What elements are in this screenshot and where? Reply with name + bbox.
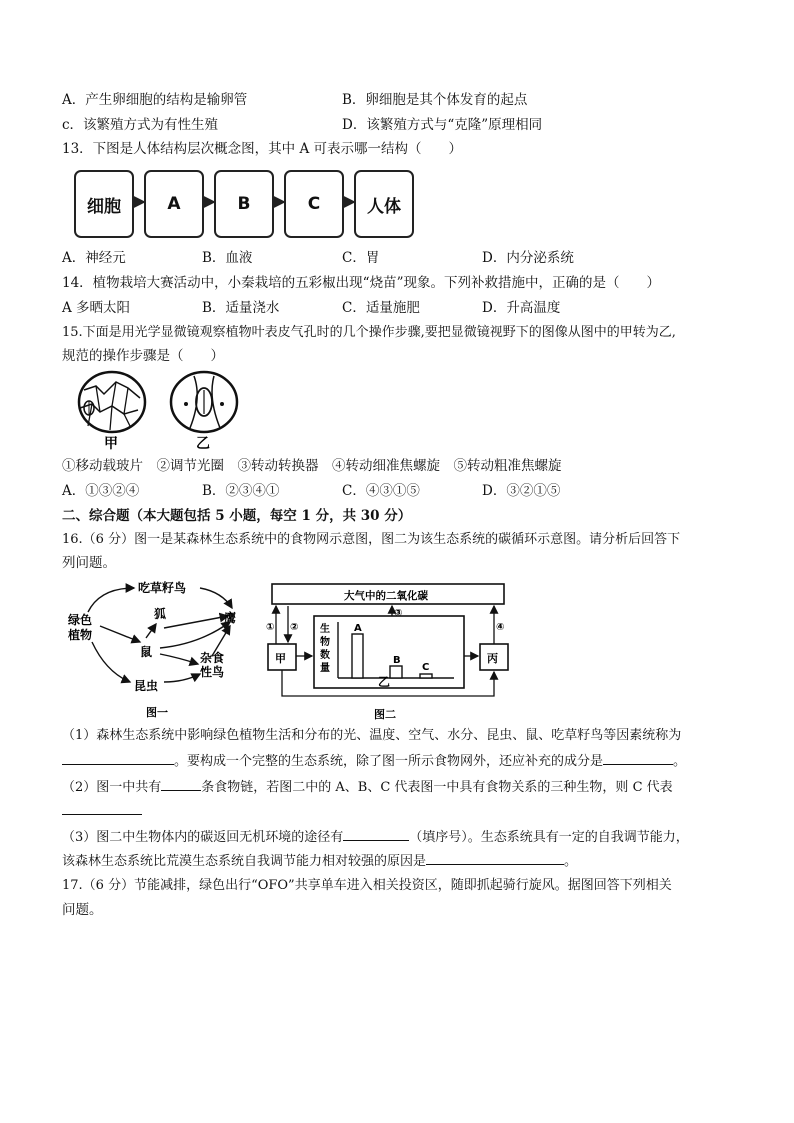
answer-blank-1[interactable] [62,750,174,765]
q17-stem-line2: 问题。 [62,902,103,918]
fw-fox: 狐 [154,607,167,621]
answer-blank-4[interactable] [62,800,142,815]
arrow-4-label: ④ [496,622,505,633]
q16-part3-text3: 该森林生态系统比荒漠生态系统自我调节能力相对较强的原因是 [62,854,427,869]
fw-caption: 图一 [146,706,168,719]
q13-option-c: C．胃 [342,250,380,266]
q12-option-c: c．该繁殖方式为有性生殖 [62,117,219,133]
q16-part3-line1 [62,826,689,848]
view-yi-label: 乙 [196,436,210,452]
fw-plant-2: 植物 [68,628,93,642]
q16-part1-text2: 。要构成一个完整的生态系统，除了图一所示食物网外，还应补充的成分是 [174,754,604,769]
bar-a-label: A [354,623,362,634]
bing-label: 丙 [487,652,498,665]
q15-stem-line2: 规范的操作步骤是（ ） [62,348,224,364]
q13-option-b: B．血液 [202,250,253,266]
q12-option-d: D．该繁殖方式与“克隆”原理相同 [342,117,543,133]
yi-ylabel-3: 数 [320,650,330,661]
answer-blank-3[interactable] [161,776,201,791]
view-yi-figure [171,372,237,432]
fw-insect: 昆虫 [134,679,159,693]
view-jia-label: 甲 [104,436,118,452]
q16-stem-line1: 16.（6 分）图一是某森林生态系统中的食物网示意图，图二为该生态系统的碳循环示意图。请分析后回答下 [62,532,681,547]
q15-option-d: D．③②①⑤ [482,483,561,499]
q12-option-a: A．产生卵细胞的结构是输卵管 [62,92,248,108]
q16-part3-text2: （填序号）。生态系统具有一定的自我调节能力， [409,830,689,845]
q13-box-b: B [214,170,274,238]
yi-ylabel-1: 生 [320,624,330,635]
food-web-figure [60,578,260,720]
q14-option-b: B．适量浇水 [202,300,280,316]
q15-microscope-views [70,368,250,458]
yi-ylabel-2: 物 [320,637,330,648]
q15-stem-line1: 15.下面是用光学显微镜观察植物叶表皮气孔时的几个操作步骤,要把显微镜视野下的图像从图中的甲转为乙, [62,325,676,340]
bar-b [390,666,402,678]
view-jia-figure [79,372,145,432]
fw-hawk: 鹰 [224,611,237,625]
bar-b-label: B [393,655,401,666]
arrow-3-label: ③ [394,608,403,619]
q15-option-a: A．①③②④ [62,483,140,499]
q14-option-a: A 多晒太阳 [62,300,131,316]
carbon-caption: 图二 [374,708,396,721]
q13-stem: 13．下图是人体结构层次概念图，其中 A 可表示哪一结构（ ） [62,141,463,157]
answer-blank-2[interactable] [603,750,673,765]
q16-part2-line1 [62,776,673,798]
q16-part1-end: 。 [673,754,687,769]
bar-c [420,674,432,678]
fw-plant-1: 绿色 [68,613,93,627]
carbon-cycle-figure [262,578,522,724]
q15-option-c: C．④③①⑤ [342,483,420,499]
fw-omni-2: 性鸟 [200,665,225,679]
q16-part3-line2 [62,850,577,872]
bar-c-label: C [422,662,430,673]
q16-stem-line2: 列问题。 [62,555,116,571]
q12-option-b: B．卵细胞是其个体发育的起点 [342,92,528,108]
answer-blank-5[interactable] [343,826,409,841]
q15-steps: ①移动载玻片 ②调节光圈 ③转动转换器 ④转动细准焦螺旋 ⑤转动粗准焦螺旋 [62,458,562,474]
fw-mouse: 鼠 [140,645,153,659]
yi-label: 乙 [378,675,391,689]
q16-part3-text1: （3）图二中生物体内的碳返回无机环境的途径有 [62,830,344,845]
q13-box-cell: 细胞 [74,170,134,238]
q16-part2-text1: （2）图一中共有 [62,780,162,795]
bar-a [352,634,363,678]
q16-part1-line2 [62,750,686,772]
answer-blank-6[interactable] [426,850,564,865]
q13-box-human: 人体 [354,170,414,238]
fw-omni-1: 杂食 [200,651,225,665]
atmosphere-label: 大气中的二氧化碳 [344,590,428,602]
fw-seed-bird: 吃草籽鸟 [138,581,187,595]
section2-heading: 二、综合题（本大题包括 5 小题，每空 1 分，共 30 分） [62,508,412,524]
q13-box-a: A [144,170,204,238]
q17-stem-line1: 17.（6 分）节能减排，绿色出行“OFO”共享单车进入相关投资区，随即抓起骑行旋风。据图回答下列相关 [62,878,672,893]
q16-part2-text2: 条食物链，若图二中的 A、B、C 代表图一中具有食物关系的三种生物，则 C 代表 [201,780,673,795]
q16-part3-end: 。 [564,854,578,869]
q14-option-c: C．适量施肥 [342,300,420,316]
q13-option-d: D．内分泌系统 [482,250,574,266]
arrow-1-label: ① [266,622,275,633]
arrow-2-label: ② [290,622,299,633]
q14-option-d: D．升高温度 [482,300,561,316]
jia-label: 甲 [275,652,286,665]
q14-stem: 14．植物栽培大赛活动中，小秦栽培的五彩椒出现“烧苗”现象。下列补救措施中，正确的是（ ） [62,275,660,291]
q13-box-c: C [284,170,344,238]
yi-ylabel-4: 量 [320,663,330,674]
q16-part1-line1: （1）森林生态系统中影响绿色植物生活和分布的光、温度、空气、水分、昆虫、鼠、吃草籽鸟等因素统称为 [62,728,682,743]
q13-option-a: A．神经元 [62,250,126,266]
q16-part2-line2 [62,800,142,821]
q15-option-b: B．②③④① [202,483,280,499]
